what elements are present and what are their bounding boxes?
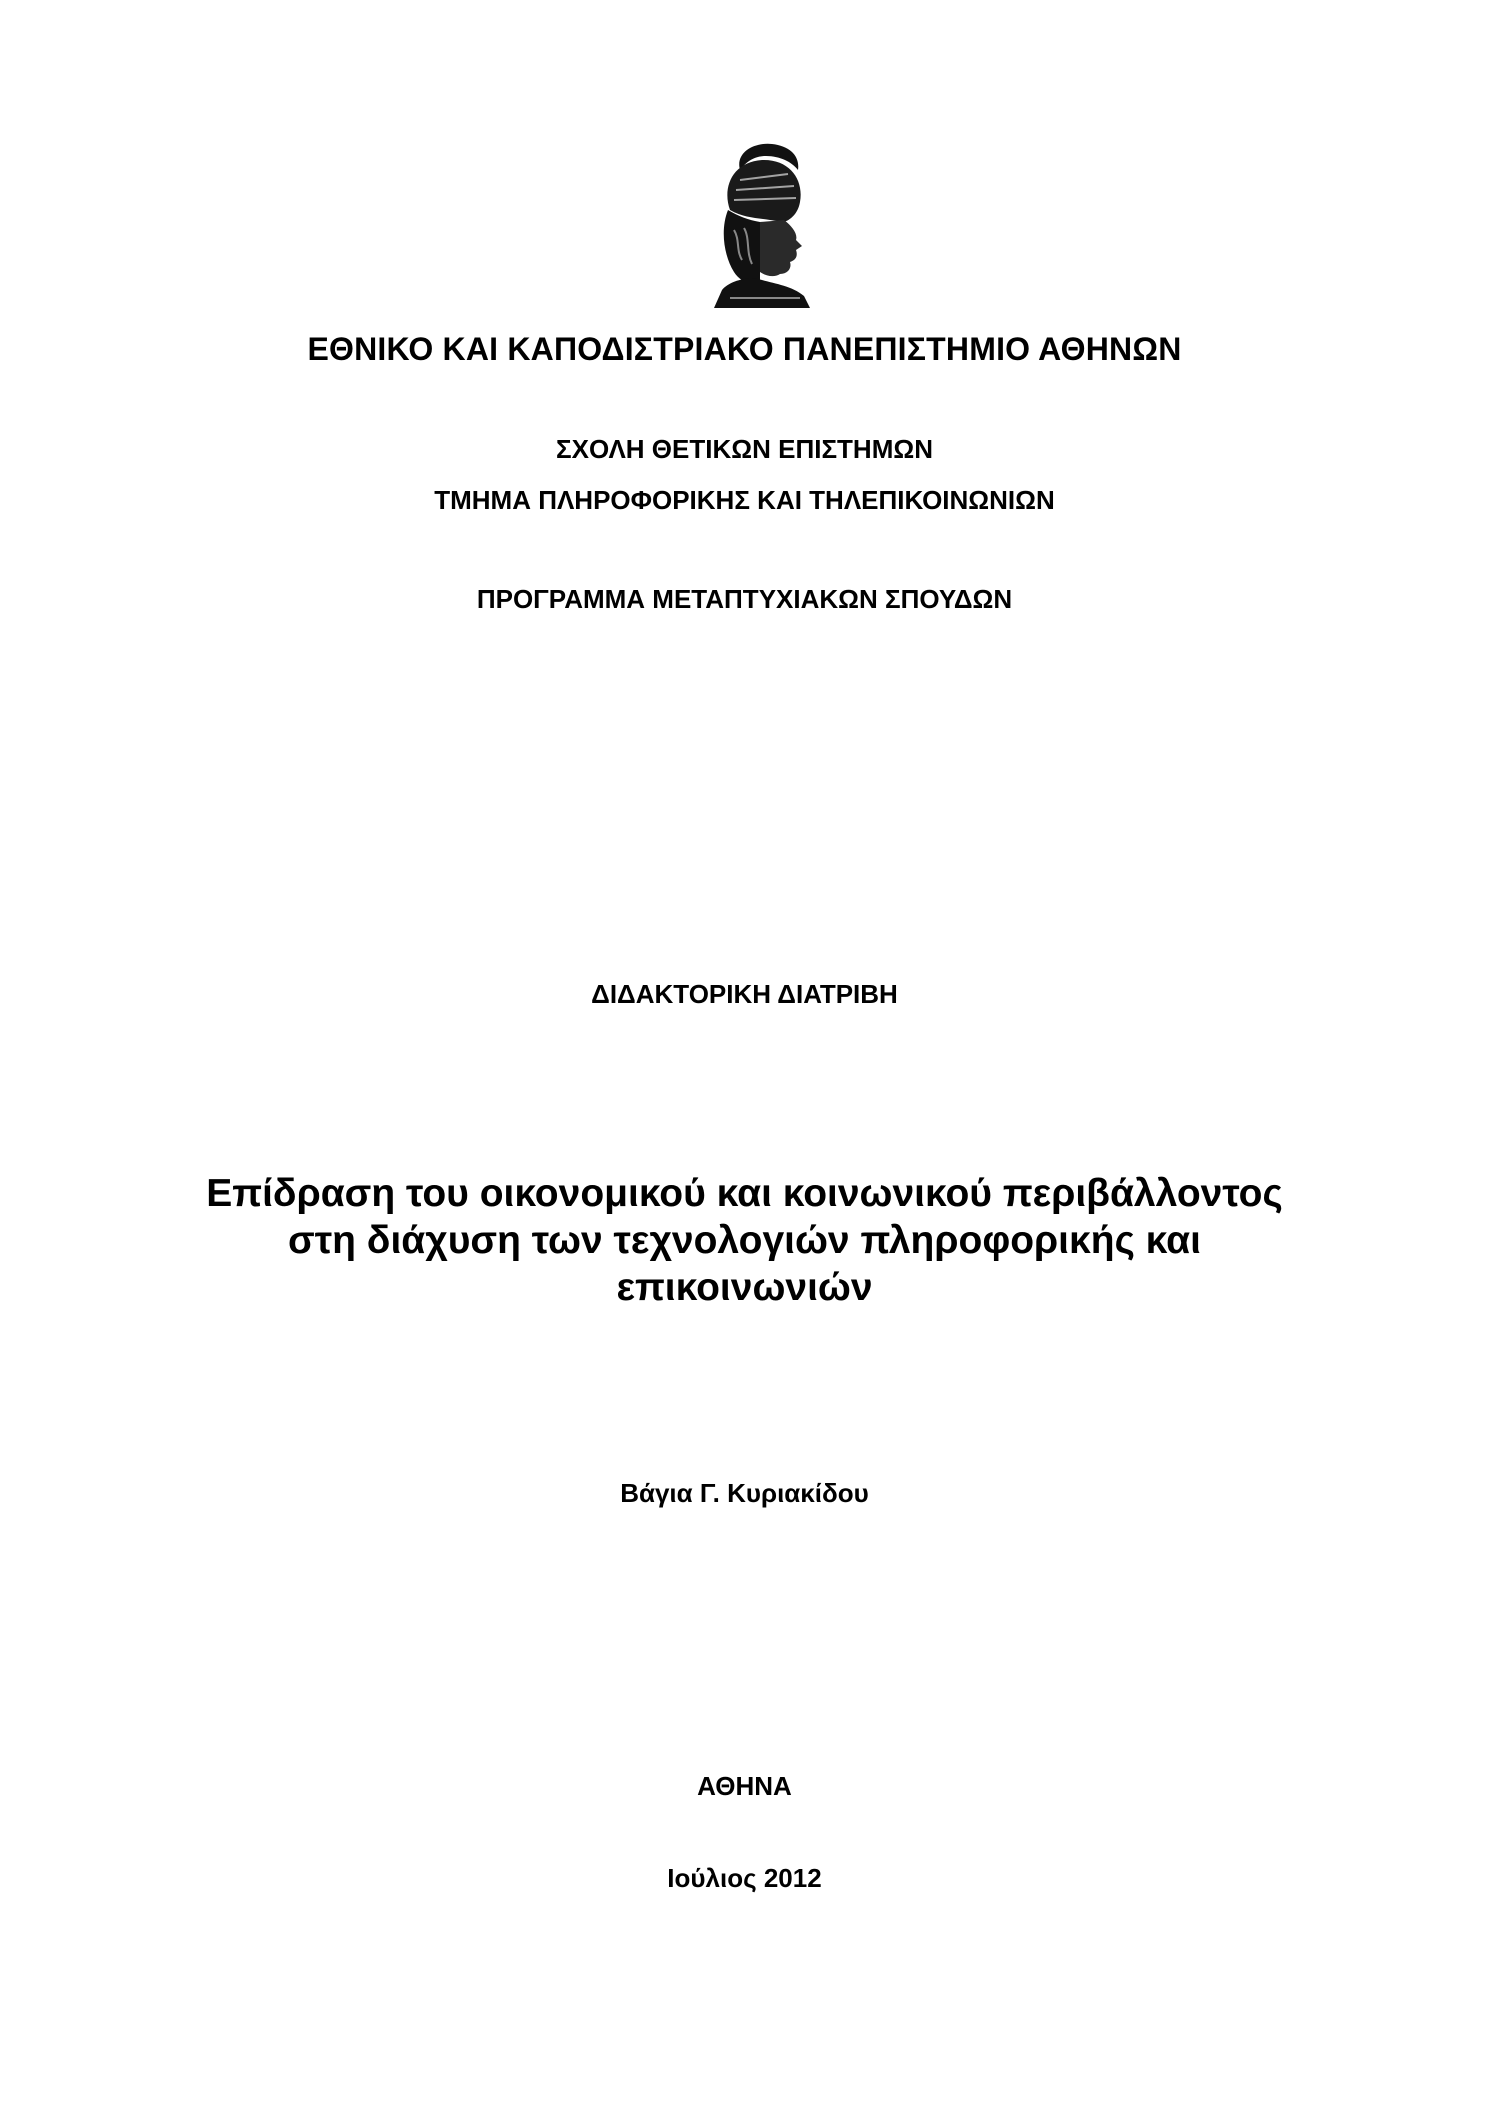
city: ΑΘΗΝΑ	[697, 1771, 792, 1801]
author-name: Βάγια Γ. Κυριακίδου	[620, 1478, 869, 1508]
program-name: ΠΡΟΓΡΑΜΜΑ ΜΕΤΑΠΤΥΧΙΑΚΩΝ ΣΠΟΥΔΩΝ	[476, 584, 1013, 614]
date: Ιούλιος 2012	[667, 1863, 822, 1893]
thesis-title	[0, 1170, 1489, 1311]
thesis-title-line: Επίδραση του οικονομικού και κοινωνικού περιβάλλοντος	[206, 1172, 1283, 1215]
thesis-title-line: στη διάχυση των τεχνολογιών πληροφορικής και	[288, 1219, 1201, 1262]
document-type: ΔΙΔΑΚΤΟΡΙΚΗ ΔΙΑΤΡΙΒΗ	[591, 979, 898, 1009]
school-name: ΣΧΟΛΗ ΘΕΤΙΚΩΝ ΕΠΙΣΤΗΜΩΝ	[556, 434, 933, 464]
thesis-title-line: επικοινωνιών	[616, 1266, 873, 1309]
university-name: ΕΘΝΙΚΟ ΚΑΙ ΚΑΠΟΔΙΣΤΡΙΑΚΟ ΠΑΝΕΠΙΣΤΗΜΙΟ ΑΘΗΝΩΝ	[307, 331, 1182, 367]
department-name: ΤΜΗΜΑ ΠΛΗΡΟΦΟΡΙΚΗΣ ΚΑΙ ΤΗΛΕΠΙΚΟΙΝΩΝΙΩΝ	[434, 485, 1055, 515]
athena-head-emblem-icon	[700, 140, 825, 312]
